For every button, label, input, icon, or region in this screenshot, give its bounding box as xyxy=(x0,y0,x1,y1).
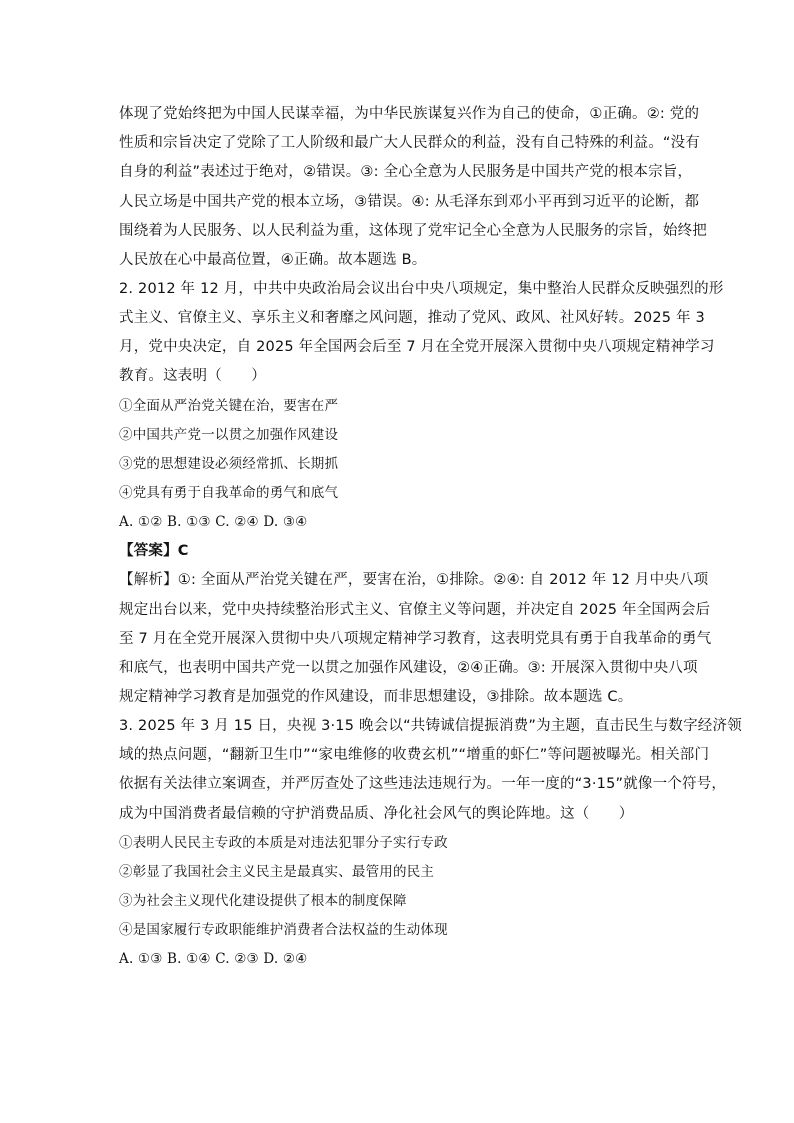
paragraph-line: 人民放在心中最高位置，④正确。故本题选 B。 xyxy=(119,252,427,268)
analysis-line: 和底气，也表明中国共产党一以贯之加强作风建设，②④正确。③: 开展深入贯彻中央八项 xyxy=(119,660,698,676)
analysis-line: 至 7 月在全党开展深入贯彻中央八项规定精神学习教育，这表明党具有勇于自我革命的勇气 xyxy=(119,631,712,647)
question-2-option: ②中国共产党一以贯之加强作风建设 xyxy=(119,427,339,443)
question-3-option: ②彰显了我国社会主义民主是最真实、最管用的民主 xyxy=(119,864,435,880)
question-3-choices: A. ①③ B. ①④ C. ②③ D. ②④ xyxy=(119,951,308,967)
paragraph-line: 体现了党始终把为中国人民谋幸福，为中华民族谋复兴作为自己的使命，①正确。②: 党的 xyxy=(119,106,700,122)
paragraph-line: 围绕着为人民服务、以人民利益为重，这体现了党牢记全心全意为人民服务的宗旨，始终把 xyxy=(119,223,707,239)
analysis-line: 规定精神学习教育是加强党的作风建设，而非思想建设，③排除。故本题选 C。 xyxy=(119,689,633,705)
paragraph-line: 性质和宗旨决定了党除了工人阶级和最广大人民群众的利益，没有自己特殊的利益。“没有 xyxy=(119,135,701,151)
question-2-stem: 2. 2012 年 12 月，中共中央政治局会议出台中央八项规定，集中整治人民群众反映强烈的形 xyxy=(119,281,724,297)
question-3-option: ④是国家履行专政职能维护消费者合法权益的生动体现 xyxy=(119,922,448,938)
question-3-stem: 成为中国消费者最信赖的守护消费品质、净化社会风气的舆论阵地。这（ ） xyxy=(119,806,634,822)
question-3-option: ①表明人民民主专政的本质是对违法犯罪分子实行专政 xyxy=(119,835,448,851)
question-2-choices: A. ①② B. ①③ C. ②④ D. ③④ xyxy=(119,514,308,530)
analysis-line: 规定出台以来，党中央持续整治形式主义、官僚主义等问题，并决定自 2025 年全国两会后 xyxy=(119,602,711,618)
question-3-stem: 域的热点问题，“翻新卫生巾”“家电维修的收费玄机”“增重的虾仁”等问题被曝光。相关部门 xyxy=(119,747,710,763)
question-3-stem: 依据有关法律立案调查，并严厉查处了这些违法违规行为。一年一度的“3·15”就像一个符号， xyxy=(119,776,727,792)
answer-label: 【答案】C xyxy=(119,543,189,559)
question-3-stem: 3. 2025 年 3 月 15 日，央视 3·15 晚会以“共铸诚信提振消费”为主题，直击民生与数字经济领 xyxy=(119,718,742,734)
question-2-option: ①全面从严治党关键在治，要害在严 xyxy=(119,398,339,414)
analysis-line: 【解析】①: 全面从严治党关键在严，要害在治，①排除。②④: 自 2012 年 12 月中央八项 xyxy=(119,572,709,588)
question-2-stem: 式主义、官僚主义、享乐主义和奢靡之风问题，推动了党风、政风、社风好转。2025 年 3 xyxy=(119,310,705,326)
paragraph-line: 人民立场是中国共产党的根本立场，③错误。④: 从毛泽东到邓小平再到习近平的论断，都 xyxy=(119,194,700,210)
question-3-option: ③为社会主义现代化建设提供了根本的制度保障 xyxy=(119,893,407,909)
question-2-option: ③党的思想建设必须经常抓、长期抓 xyxy=(119,456,339,472)
question-2-option: ④党具有勇于自我革命的勇气和底气 xyxy=(119,485,339,501)
paragraph-line: 自身的利益”表述过于绝对，②错误。③: 全心全意为人民服务是中国共产党的根本宗旨， xyxy=(119,164,693,180)
question-2-stem: 教育。这表明（ ） xyxy=(119,368,266,384)
question-2-stem: 月，党中央决定，自 2025 年全国两会后至 7 月在全党开展深入贯彻中央八项规定精神学习 xyxy=(119,339,715,355)
